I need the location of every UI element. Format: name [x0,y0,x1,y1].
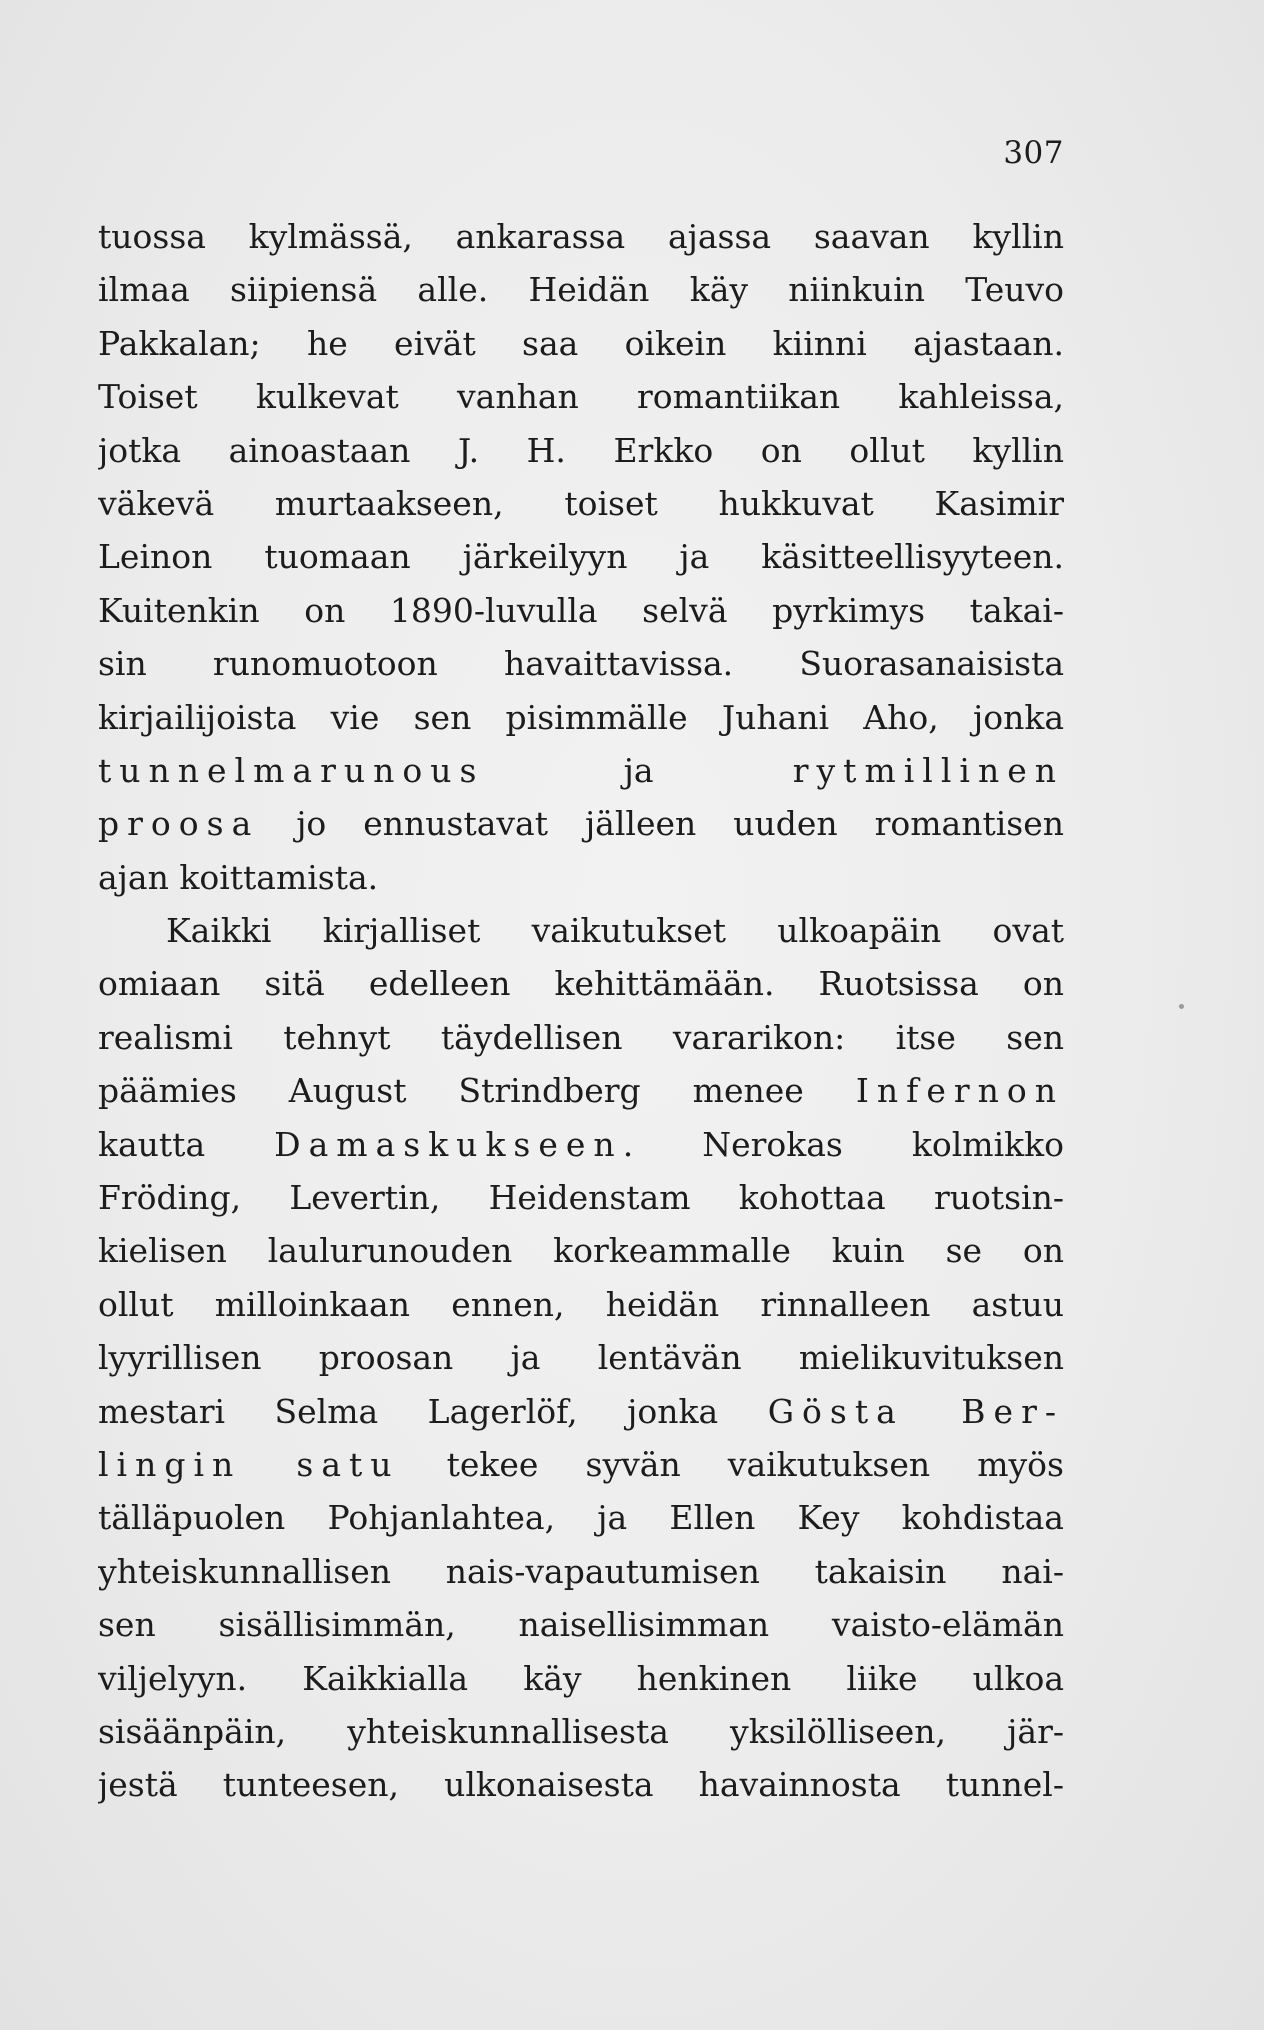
spaced-emphasis: Gösta Ber- [767,1391,1064,1431]
text-line: Toiset kulkevat vanhan romantiikan kahleissa, [98,377,1064,417]
spaced-emphasis: Damaskukseen [274,1124,623,1164]
spaced-emphasis: lingin satu [98,1444,400,1484]
text-line: viljelyyn. Kaikkialla käy henkinen liike ulkoa [98,1658,1064,1698]
spaced-emphasis: tunnelmarunous [98,750,485,790]
text-segment: kautta [98,1124,275,1164]
text-line: ajan koittamista. [98,857,379,897]
text-segment: päämies August Strindberg menee [98,1071,856,1111]
spaced-emphasis: rytmillinen [792,750,1064,790]
text-segment: tekee syvän vaikutuksen myös [399,1444,1064,1484]
text-line: omiaan sitä edelleen kehittämään. Ruotsissa on [98,964,1064,1004]
text-line: väkevä murtaakseen, toiset hukkuvat Kasimir [98,483,1064,523]
text-line: sen sisällisimmän, naisellisimman vaisto-elämän [98,1605,1064,1645]
text-line: ilmaa siipiensä alle. Heidän käy niinkuin Teuvo [98,270,1064,310]
text-line [98,744,1064,797]
text-line: Fröding, Levertin, Heidenstam kohottaa ruotsin- [98,1178,1064,1218]
text-line: jestä tunteesen, ulkonaisesta havainnosta tunnel- [98,1765,1064,1805]
text-line: realismi tehnyt täydellisen vararikon: itse sen [98,1017,1064,1057]
text-line [98,1064,1064,1117]
text-segment: ja [484,750,793,790]
text-segment: . Nerokas kolmikko [622,1124,1064,1164]
spaced-emphasis: Infernon [855,1071,1064,1111]
text-line: jotka ainoastaan J. H. Erkko on ollut kyllin [98,430,1064,470]
text-line [98,1385,1064,1438]
text-line [98,1118,1064,1171]
text-line: Leinon tuomaan järkeilyyn ja käsitteellisyyteen. [98,537,1064,577]
text-line: lyyrillisen proosan ja lentävän mielikuvituksen [98,1338,1064,1378]
page-number: 307 [1003,135,1064,171]
text-line: Pakkalan; he eivät saa oikein kiinni ajastaan. [98,323,1064,363]
body-text [98,210,1064,1812]
text-line: yhteiskunnallisen nais-vapautumisen takaisin nai- [98,1551,1064,1591]
text-segment: mestari Selma Lagerlöf, jonka [98,1391,768,1431]
text-line: ollut milloinkaan ennen, heidän rinnalleen astuu [98,1284,1064,1324]
text-line: kirjailijoista vie sen pisimmälle Juhani Aho, jonka [98,697,1064,737]
spaced-emphasis: proosa [98,804,260,844]
text-line [98,1438,1064,1491]
paper-speck [1179,1004,1184,1009]
text-line: kielisen laulurunouden korkeammalle kuin se on [98,1231,1064,1271]
text-line: Kuitenkin on 1890-luvulla selvä pyrkimys takai- [98,590,1064,630]
text-line: Kaikki kirjalliset vaikutukset ulkoapäin ovat [166,911,1064,951]
text-line [98,797,1064,850]
text-line: sin runomuotoon havaittavissa. Suorasanaisista [98,644,1064,684]
text-line: tuossa kylmässä, ankarassa ajassa saavan kyllin [98,217,1064,256]
text-line: tälläpuolen Pohjanlahtea, ja Ellen Key kohdistaa [98,1498,1064,1538]
text-segment: jo ennustavat jälleen uuden romantisen [259,804,1064,844]
text-line: sisäänpäin, yhteiskunnallisesta yksilölliseen, jär- [98,1711,1064,1751]
